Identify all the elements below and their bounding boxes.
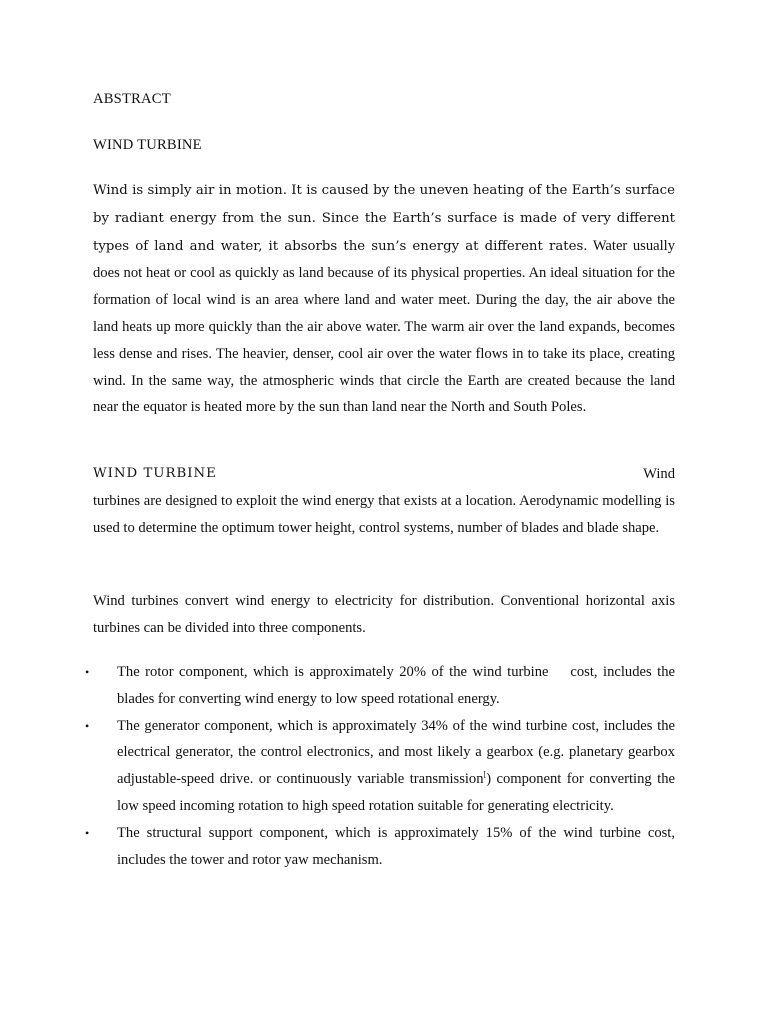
list-item-text: The structural support component, which is approximately 15% of the wind turbine cost, includes the tower and rotor yaw mechanism.: [117, 824, 675, 868]
components-list: [85, 659, 675, 873]
bullet-icon: •: [85, 665, 90, 679]
components-paragraph: Wind turbines convert wind energy to electricity for distribution. Conventional horizontal axis turbines can be divided into three components.: [93, 593, 675, 636]
list-item-generator: [85, 713, 675, 820]
bullet-icon: •: [85, 825, 90, 840]
footnote-marker: [: [483, 770, 487, 780]
list-item-rotor: [85, 659, 675, 713]
section-heading-trailing-word: Wind: [643, 466, 675, 482]
list-item-text-continued: ) component for converting the low speed incoming rotation to high speed rotation suitable for generating electricity.: [117, 771, 675, 814]
abstract-heading: ABSTRACT: [93, 91, 171, 107]
list-item-text: The generator component, which is approximately 34% of the wind turbine cost, includes the electrical generator, the control electronics, and most likely a gearbox (e.g. planetary gearbox adjustable-speed drive. or continuously variable transmission: [117, 717, 675, 788]
intro-paragraph: [93, 177, 675, 421]
section-heading-row: [93, 466, 675, 488]
section-heading: WIND TURBINE: [93, 466, 217, 481]
intro-paragraph-rest: Water usually does not heat or cool as quickly as land because of its physical properties. An ideal situation for the formation of local wind is an area where land and water meet. During the day, the air above the land heats up more quickly than the air above water. The warm air over the land expands, becomes less dense and rises. The heavier, denser, cool air over the water flows in to take its place, creating wind. In the same way, the atmospheric winds that circle the Earth are created because the land near the equator is heated more by the sun than land near the North and South Poles.: [93, 237, 676, 416]
section-paragraph: turbines are designed to exploit the wind energy that exists at a location. Aerodynamic modelling is used to determine the optimum tower height, control systems, number of blades and blade shape.: [93, 493, 675, 536]
list-item-structural: [85, 820, 675, 874]
document-title: WIND TURBINE: [93, 137, 202, 153]
intro-paragraph-lead: Wind is simply air in motion. It is caused by the uneven heating of the Earth’s surface by radiant energy from the sun. Since the Earth’s surface is made of very different types of land and water, it absorbs the sun’s energy at different rates.: [93, 183, 675, 254]
bullet-icon: •: [85, 718, 90, 733]
list-item-text: The rotor component, which is approximately 20% of the wind turbine cost, includes the blades for converting wind energy to low speed rotational energy.: [117, 664, 675, 707]
